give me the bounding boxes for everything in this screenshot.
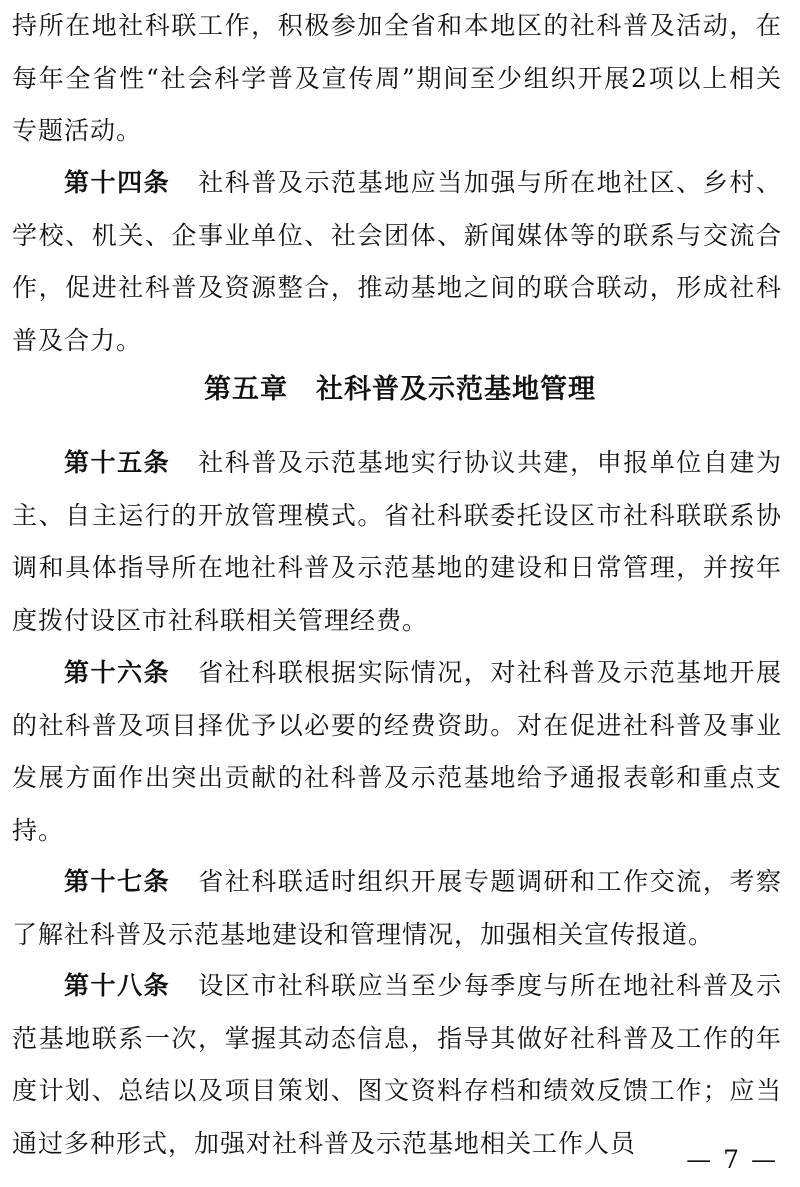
article-text: 社科普及示范基地应当加强与所在地社区、乡村、学校、机关、企事业单位、社会团体、新闻媒体等的联系与交流合作，促进社科普及资源整合，推动基地之间的联合联动，形成社科普及合力。 bbox=[12, 168, 782, 355]
article-text: 省社科联适时组织开展专题调研和工作交流，考察了解社科普及示范基地建设和管理情况，加强相关宣传报道。 bbox=[12, 867, 782, 949]
paragraph-text: 持所在地社科联工作，积极参加全省和本地区的社科普及活动，在每年全省性“社会科学普及宣传周”期间至少组织开展2项以上相关专题活动。 bbox=[12, 11, 782, 145]
article-17 bbox=[12, 856, 782, 961]
article-label: 第十四条 bbox=[64, 168, 171, 197]
chapter-title: 第五章 社科普及示范基地管理 bbox=[204, 374, 596, 405]
article-label: 第十五条 bbox=[64, 448, 171, 477]
article-16 bbox=[12, 647, 782, 857]
page-number: — 7 — bbox=[686, 1145, 778, 1174]
article-text: 省社科联根据实际情况，对社科普及示范基地开展的社科普及项目择优予以必要的经费资助。对在促进社科普及事业发展方面作出突出贡献的社科普及示范基地给予通报表彰和重点支持。 bbox=[12, 658, 782, 845]
article-label: 第十七条 bbox=[64, 867, 171, 896]
article-text: 设区市社科联应当至少每季度与所在地社科普及示范基地联系一次，掌握其动态信息，指导其做好社科普及工作的年度计划、总结以及项目策划、图文资料存档和绩效反馈工作；应当通过多种形式，加强对社科普及示范基地相关工作人员 bbox=[12, 971, 782, 1158]
paragraph-continuation bbox=[12, 0, 782, 158]
article-14 bbox=[12, 157, 782, 367]
article-18 bbox=[12, 960, 782, 1170]
article-label: 第十八条 bbox=[64, 971, 171, 1000]
article-15 bbox=[12, 437, 782, 647]
article-text: 社科普及示范基地实行协议共建，申报单位自建为主、自主运行的开放管理模式。省社科联委托设区市社科联联系协调和具体指导所在地社科普及示范基地的建设和日常管理，并按年度拨付设区市社科联相关管理经费。 bbox=[12, 448, 782, 635]
article-label: 第十六条 bbox=[64, 658, 171, 687]
